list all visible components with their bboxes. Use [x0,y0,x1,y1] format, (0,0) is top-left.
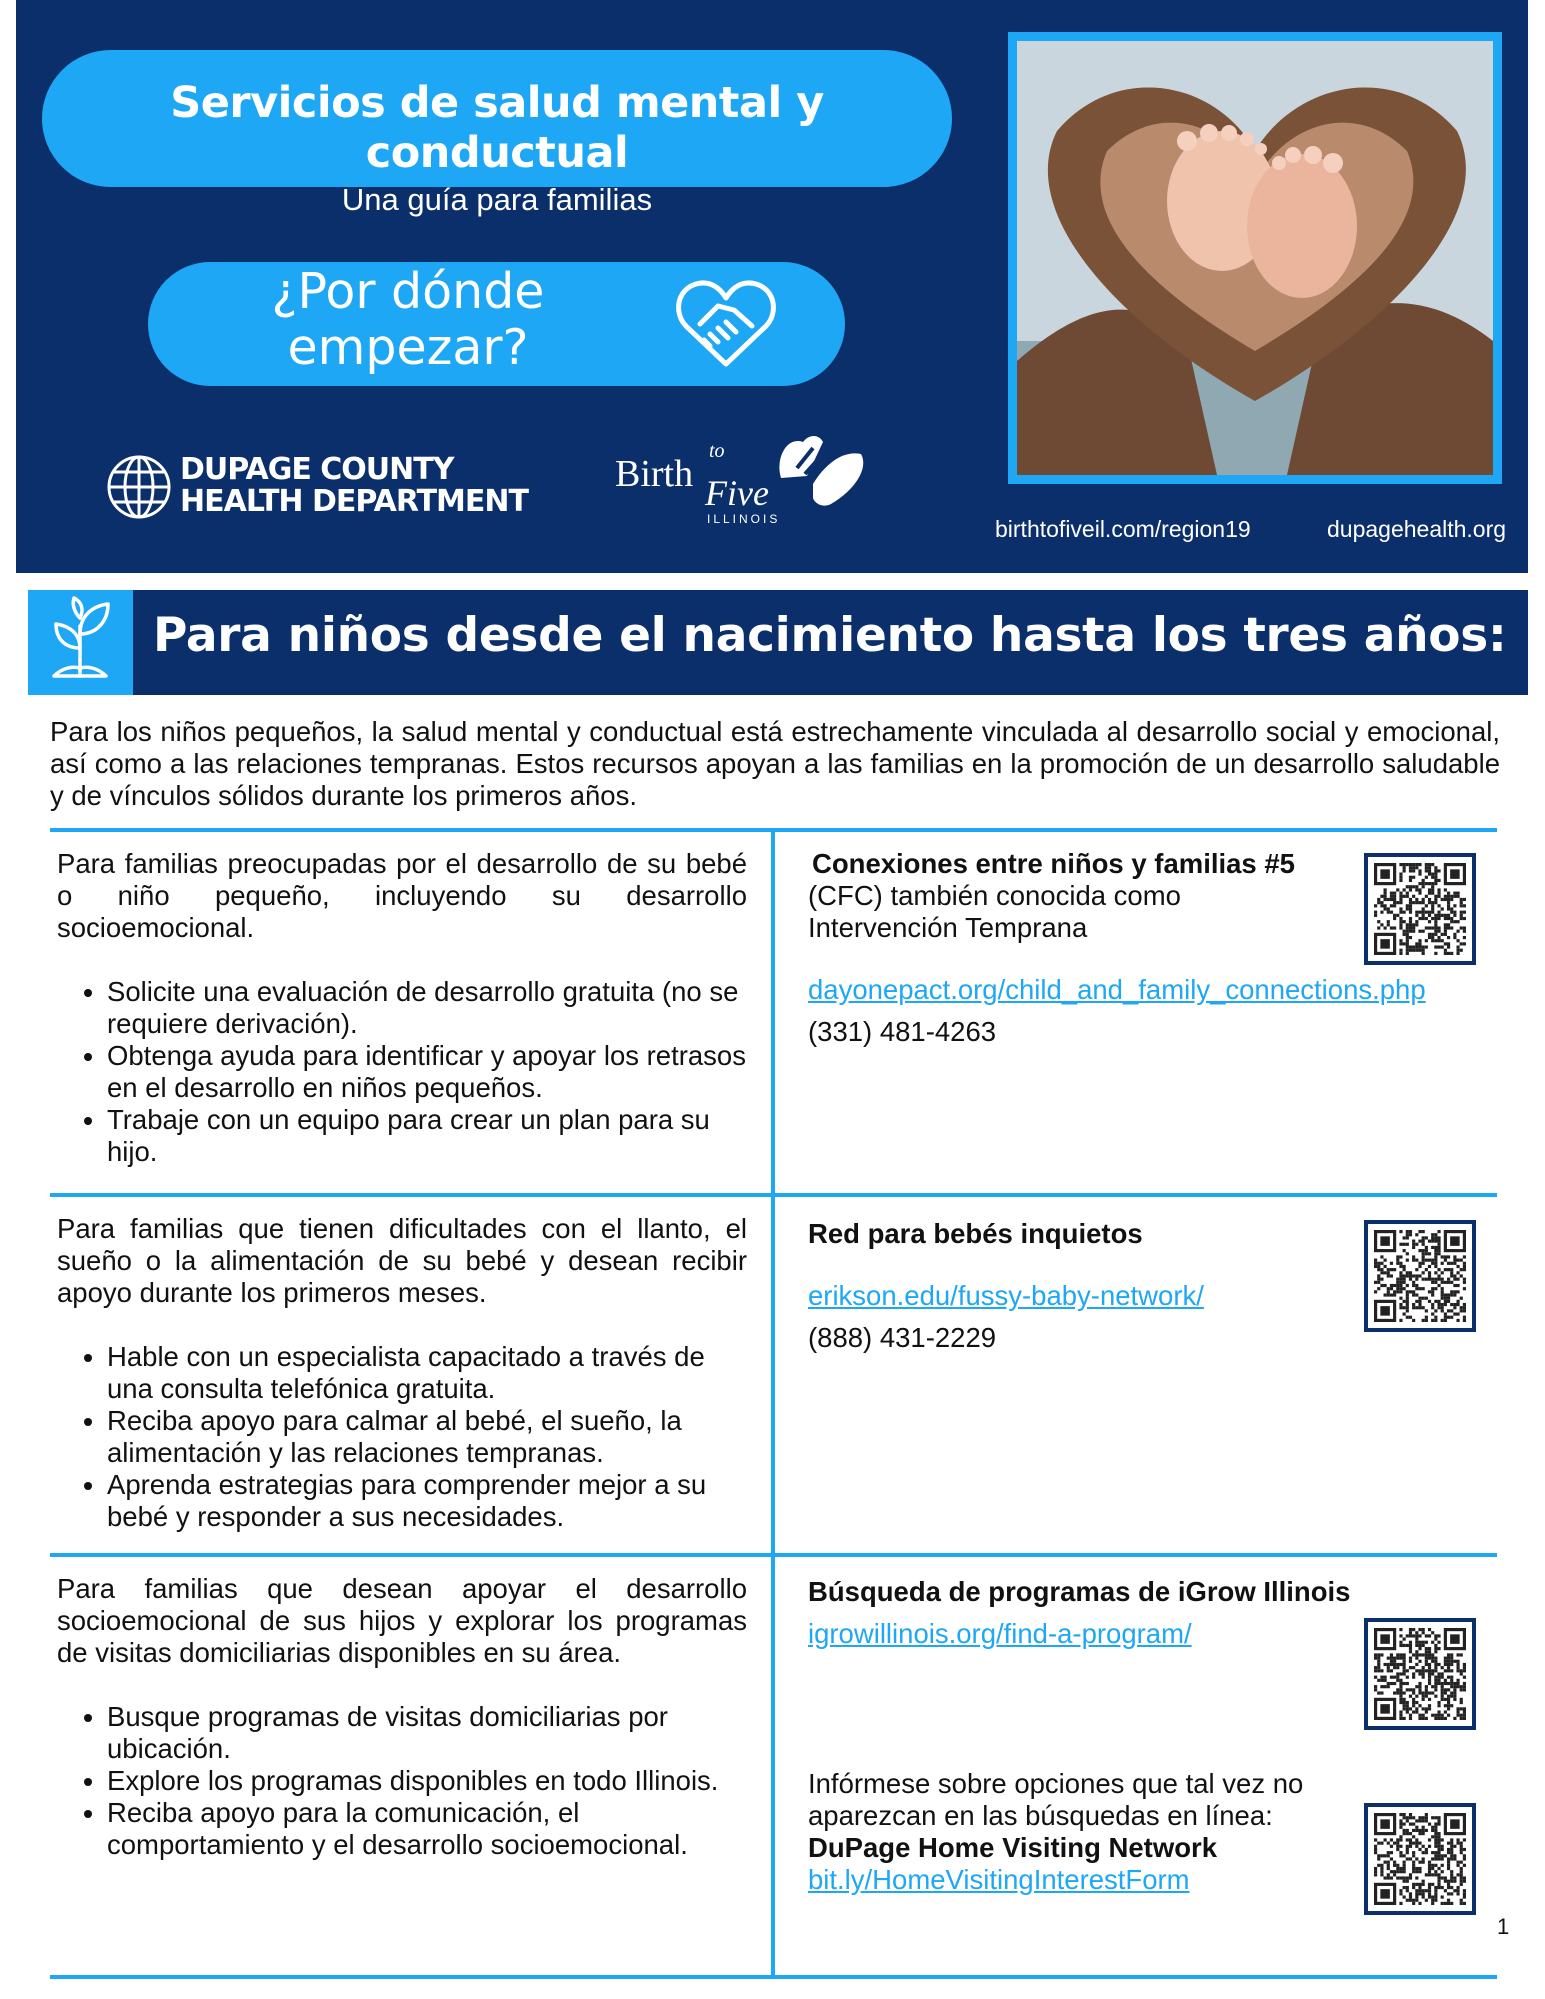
sprout-icon [28,590,133,695]
b5-to-text: to [709,440,725,462]
page-subtitle: Una guía para familias [341,182,653,217]
row-3-extra-program: DuPage Home Visiting Network [808,1832,1218,1863]
start-question [228,264,588,376]
row-1-bullets [57,976,747,1168]
start-question-line1: ¿Por dónde [271,263,545,320]
row-2-bullets [57,1341,747,1533]
list-item: • Explore los programas disponibles en todo Illinois. [107,1765,747,1797]
row-3-extra-link[interactable]: bit.ly/HomeVisitingInterestForm [808,1864,1190,1895]
row-1-program-name: Conexiones entre niños y familias #5 [812,848,1295,879]
row-1-lead: Para familias preocupadas por el desarrollo de su bebé o niño pequeño, incluyendo su desarrollo socioemocional. [57,848,747,943]
list-item: • Reciba apoyo para la comunicación, el comportamiento y el desarrollo socioemocional. [107,1797,747,1861]
list-item: • Reciba apoyo para calmar al bebé, el sueño, la alimentación y las relaciones tempranas. [107,1405,747,1469]
title-pill [42,50,952,217]
row-1-description [57,848,747,1168]
section-title: Para niños desde el nacimiento hasta los tres años: [153,608,1507,663]
url-dupagehealth[interactable]: dupagehealth.org [1327,516,1507,542]
dupage-logo-line1: DUPAGE COUNTY [180,452,454,487]
url-birthtofive[interactable]: birthtofiveil.com/region19 [995,516,1251,542]
list-item: • Trabaje con un equipo para crear un plan para su hijo. [107,1104,747,1168]
baby-feet-hands-image [1017,41,1493,475]
b5-illinois-text: ILLINOIS [707,512,781,526]
header-banner [16,0,1528,573]
b5-birth-text: Birth [615,453,694,495]
globe-icon [106,454,172,520]
section-icon-box [28,590,133,695]
row-3-extra-line1: Infórmese sobre opciones que tal vez no [808,1768,1304,1799]
qr-code [1364,1803,1476,1915]
list-item: • Solicite una evaluación de desarrollo gratuita (no se requiere derivación). [107,976,747,1040]
row-1-phone: (331) 481-4263 [808,1016,997,1047]
list-item: • Hable con un especialista capacitado a través de una consulta telefónica gratuita. [107,1341,747,1405]
row-2-phone: (888) 431-2229 [808,1322,997,1353]
qr-code [1364,1618,1476,1730]
row-1-desc-line2: Intervención Temprana [808,912,1088,943]
row-3-bullets [57,1701,747,1861]
row-2-description [57,1213,747,1533]
row-3-description [57,1573,747,1861]
qr-code [1364,1220,1476,1332]
section-intro: Para los niños pequeños, la salud mental y conductual está estrechamente vinculada al desarrollo social y emocional, así como a las relaciones tempranas. Estos recursos apoyan a las familias en la promoción de un desarrollo saludable y de vínculos sólidos durante los primeros años. [50,716,1500,811]
row-1-link[interactable]: dayonepact.org/child_and_family_connections.php [808,974,1426,1005]
row-2-link[interactable]: erikson.edu/fussy-baby-network/ [808,1280,1204,1311]
dupage-health-logo [106,450,528,522]
section-header [28,590,1528,695]
start-question-line2: empezar? [287,319,529,376]
row-3-link[interactable]: igrowillinois.org/find-a-program/ [808,1618,1192,1649]
table-column-divider [771,830,775,1978]
hero-photo [1008,32,1502,484]
row-3-lead: Para familias que desean apoyar el desarrollo socioemocional de sus hijos y explorar los programas de visitas domiciliarias disponibles en su área. [57,1573,747,1668]
page-title: Servicios de salud mental y conductual [170,78,824,178]
hand-heart-icon [773,428,869,512]
row-3-extra-line2: aparezcan en las búsquedas en línea: [808,1800,1273,1831]
row-2-program-name: Red para bebés inquietos [808,1218,1143,1249]
row-3-program-name: Búsqueda de programas de iGrow Illinois [808,1576,1351,1607]
birth-to-five-logo [601,428,871,528]
list-item: • Obtenga ayuda para identificar y apoyar los retrasos en el desarrollo en niños pequeños. [107,1040,747,1104]
start-pill [148,262,845,386]
page-number: 1 [1497,1914,1510,1939]
row-2-lead: Para familias que tienen dificultades con el llanto, el sueño o la alimentación de su bebé y desean recibir apoyo durante los primeros meses. [57,1213,747,1308]
b5-five-text: Five [705,473,769,513]
dupage-logo-line2: HEALTH DEPARTMENT [180,484,528,519]
list-item: • Aprenda estrategias para comprender mejor a su bebé y responder a sus necesidades. [107,1469,747,1533]
heart-handshake-icon [674,276,778,372]
qr-code [1364,853,1476,965]
list-item: • Busque programas de visitas domiciliarias por ubicación. [107,1701,747,1765]
row-1-desc-line1: (CFC) también conocida como [808,880,1181,911]
